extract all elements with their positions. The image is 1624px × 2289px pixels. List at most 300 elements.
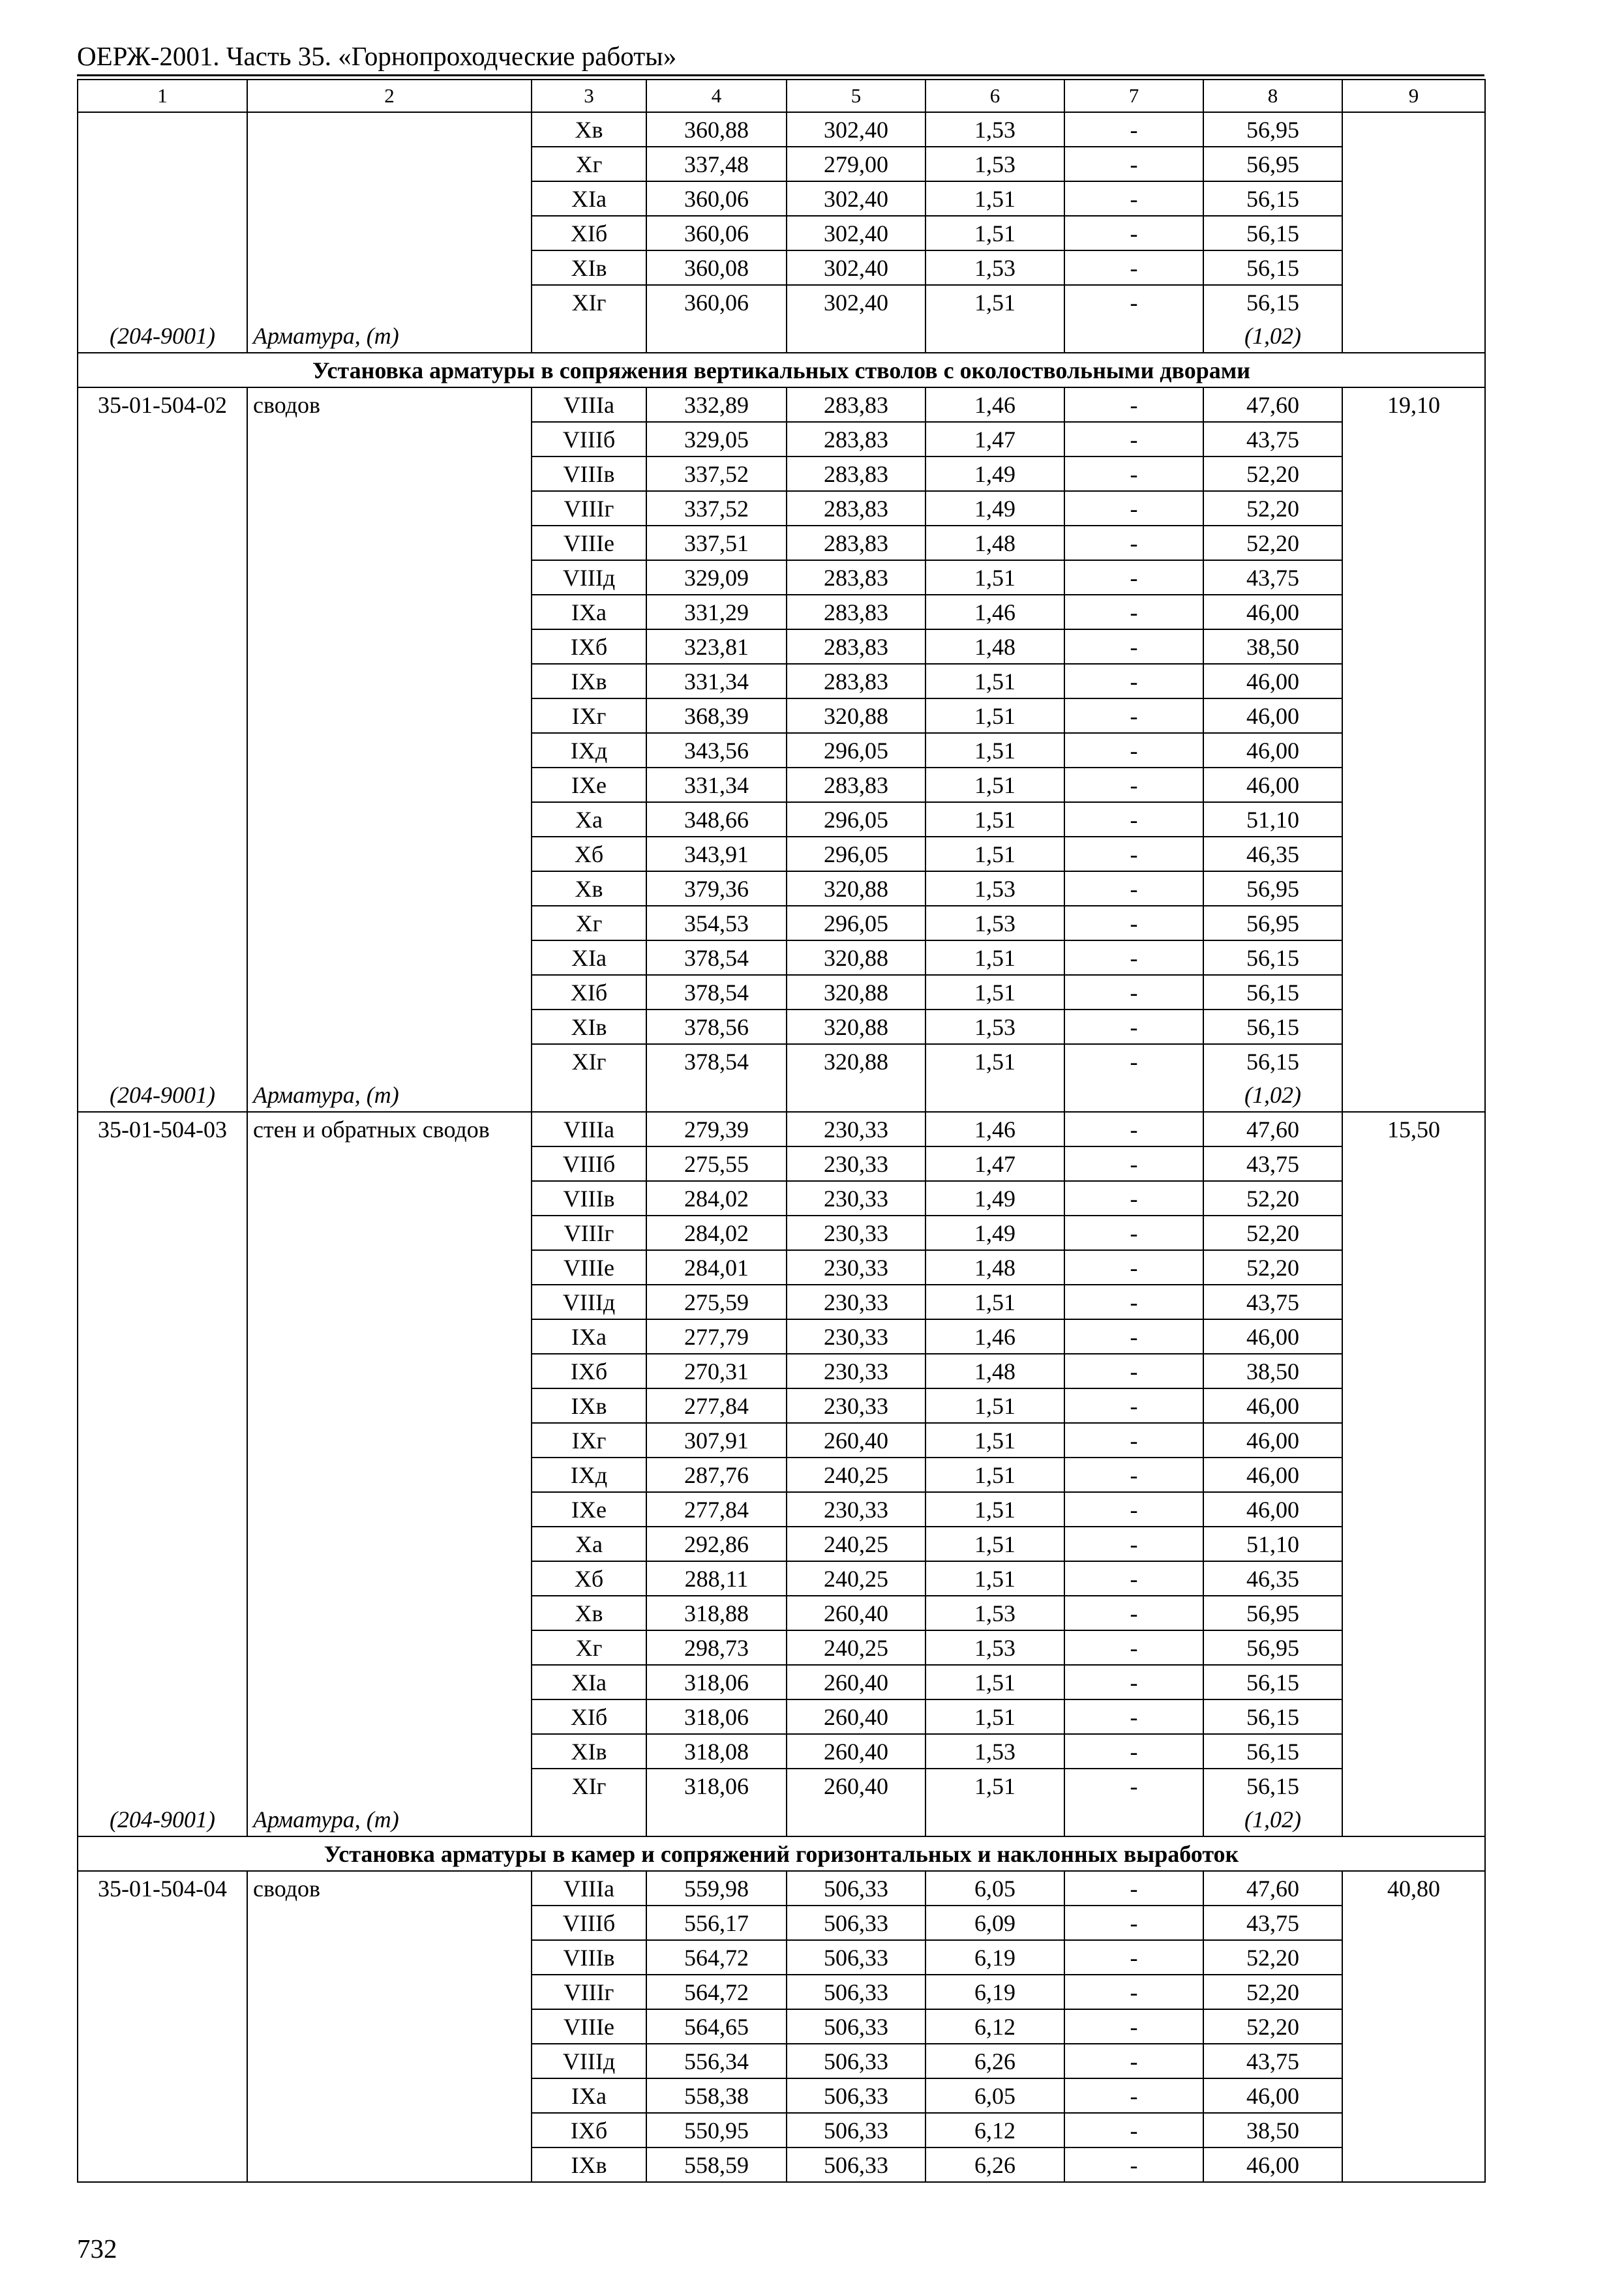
value-cell: 1,51: [925, 1561, 1064, 1596]
value-cell: 56,15: [1203, 285, 1342, 319]
value-cell: 506,33: [787, 2147, 925, 2182]
value-cell: 56,15: [1203, 975, 1342, 1010]
value-cell: 331,34: [646, 664, 787, 698]
column-header: 8: [1203, 80, 1342, 112]
material-code: (204-9001): [78, 1078, 247, 1112]
name-cell: стен и обратных сводов: [247, 1112, 532, 1146]
name-cell: [247, 2044, 532, 2078]
col9-cell: [1342, 1940, 1485, 1975]
value-cell: 283,83: [787, 422, 925, 456]
value-cell: 47,60: [1203, 387, 1342, 422]
code-cell: [78, 526, 247, 560]
value-cell: -: [1064, 906, 1203, 940]
code-cell: [78, 1458, 247, 1492]
name-cell: [247, 526, 532, 560]
value-cell: 46,00: [1203, 768, 1342, 802]
value-cell: 348,66: [646, 802, 787, 837]
value-cell: 260,40: [787, 1665, 925, 1699]
code-cell: [78, 2009, 247, 2044]
code-cell: [78, 456, 247, 491]
code-cell: [78, 733, 247, 768]
material-name: Арматура, (т): [247, 1803, 532, 1836]
table-row: [78, 975, 1485, 1010]
name-cell: [247, 1354, 532, 1388]
value-cell: 506,33: [787, 2113, 925, 2147]
col9-cell: [1342, 112, 1485, 147]
value-cell: 52,20: [1203, 2009, 1342, 2044]
value-cell: 1,51: [925, 1699, 1064, 1734]
value-cell: -: [1064, 595, 1203, 629]
value-cell: 38,50: [1203, 1354, 1342, 1388]
code-cell: [78, 147, 247, 181]
value-cell: [1064, 319, 1203, 353]
value-cell: IXд: [532, 1458, 646, 1492]
value-cell: 52,20: [1203, 1216, 1342, 1250]
value-cell: IXе: [532, 1492, 646, 1527]
col9-cell: [1342, 733, 1485, 768]
value-cell: 1,51: [925, 940, 1064, 975]
column-header: 4: [646, 80, 787, 112]
table-row: [78, 216, 1485, 250]
value-cell: 260,40: [787, 1734, 925, 1769]
value-cell: 360,06: [646, 285, 787, 319]
col9-cell: [1342, 2044, 1485, 2078]
value-cell: IXб: [532, 2113, 646, 2147]
value-cell: -: [1064, 1699, 1203, 1734]
value-cell: 378,54: [646, 940, 787, 975]
value-cell: 52,20: [1203, 491, 1342, 526]
table-row: [78, 837, 1485, 871]
value-cell: 230,33: [787, 1112, 925, 1146]
column-header: 2: [247, 80, 532, 112]
value-cell: -: [1064, 1492, 1203, 1527]
value-cell: 46,00: [1203, 698, 1342, 733]
table-row: [78, 1940, 1485, 1975]
code-cell: [78, 629, 247, 664]
value-cell: 320,88: [787, 871, 925, 906]
value-cell: -: [1064, 1596, 1203, 1630]
code-cell: [78, 1596, 247, 1630]
table-row: [78, 1423, 1485, 1458]
value-cell: XIв: [532, 250, 646, 285]
value-cell: -: [1064, 1146, 1203, 1181]
value-cell: 329,09: [646, 560, 787, 595]
value-cell: -: [1064, 2044, 1203, 2078]
value-cell: 260,40: [787, 1596, 925, 1630]
value-cell: 1,53: [925, 871, 1064, 906]
value-cell: 1,53: [925, 112, 1064, 147]
table-row: [78, 2009, 1485, 2044]
table-row: [78, 1146, 1485, 1181]
code-cell: [78, 1665, 247, 1699]
value-cell: 1,51: [925, 1492, 1064, 1527]
code-cell: [78, 1423, 247, 1458]
table-row: [78, 1044, 1485, 1078]
value-cell: 1,51: [925, 1423, 1064, 1458]
value-cell: 43,75: [1203, 1285, 1342, 1319]
value-cell: 56,15: [1203, 216, 1342, 250]
name-cell: [247, 1146, 532, 1181]
code-cell: 35-01-504-02: [78, 387, 247, 422]
value-cell: XIв: [532, 1010, 646, 1044]
table-row: [78, 1492, 1485, 1527]
name-cell: [247, 2078, 532, 2113]
value-cell: 302,40: [787, 285, 925, 319]
value-cell: 230,33: [787, 1354, 925, 1388]
value-cell: 506,33: [787, 1940, 925, 1975]
code-cell: [78, 802, 247, 837]
name-cell: [247, 491, 532, 526]
value-cell: 318,06: [646, 1699, 787, 1734]
code-cell: [78, 1975, 247, 2009]
table-row: [78, 387, 1485, 422]
value-cell: VIIIб: [532, 1146, 646, 1181]
value-cell: 6,26: [925, 2044, 1064, 2078]
value-cell: 43,75: [1203, 1146, 1342, 1181]
name-cell: [247, 250, 532, 285]
name-cell: [247, 595, 532, 629]
column-header: 6: [925, 80, 1064, 112]
value-cell: 56,15: [1203, 250, 1342, 285]
value-cell: 56,15: [1203, 1769, 1342, 1803]
value-cell: 56,95: [1203, 147, 1342, 181]
value-cell: 564,65: [646, 2009, 787, 2044]
value-cell: 46,00: [1203, 2078, 1342, 2113]
value-cell: 56,15: [1203, 181, 1342, 216]
code-cell: [78, 1044, 247, 1078]
value-cell: -: [1064, 1354, 1203, 1388]
value-cell: -: [1064, 422, 1203, 456]
col9-cell: [1342, 1319, 1485, 1354]
value-cell: 318,06: [646, 1769, 787, 1803]
value-cell: 378,54: [646, 975, 787, 1010]
value-cell: VIIIв: [532, 1181, 646, 1216]
value-cell: 6,12: [925, 2009, 1064, 2044]
value-cell: 337,48: [646, 147, 787, 181]
table-row: [78, 1871, 1485, 1906]
value-cell: 283,83: [787, 456, 925, 491]
value-cell: 1,51: [925, 285, 1064, 319]
value-cell: [787, 319, 925, 353]
value-cell: -: [1064, 1181, 1203, 1216]
value-cell: 46,00: [1203, 595, 1342, 629]
col9-cell: [1342, 940, 1485, 975]
col9-cell: [1342, 456, 1485, 491]
value-cell: 260,40: [787, 1769, 925, 1803]
table-row: [78, 1630, 1485, 1665]
value-cell: -: [1064, 1871, 1203, 1906]
value-cell: Xг: [532, 906, 646, 940]
section-heading: Установка арматуры в сопряжения вертикальных стволов с околоствольными дворами: [78, 353, 1485, 387]
column-header: 7: [1064, 80, 1203, 112]
name-cell: [247, 1940, 532, 1975]
section-heading-row: [78, 353, 1485, 387]
value-cell: XIв: [532, 1734, 646, 1769]
col9-cell: [1342, 1010, 1485, 1044]
table-row: [78, 1285, 1485, 1319]
value-cell: -: [1064, 216, 1203, 250]
value-cell: XIа: [532, 940, 646, 975]
value-cell: 360,06: [646, 181, 787, 216]
value-cell: 360,88: [646, 112, 787, 147]
value-cell: 230,33: [787, 1216, 925, 1250]
code-cell: [78, 1216, 247, 1250]
name-cell: [247, 285, 532, 319]
value-cell: 47,60: [1203, 1112, 1342, 1146]
value-cell: 337,52: [646, 456, 787, 491]
col9-cell: [1342, 181, 1485, 216]
value-cell: IXв: [532, 664, 646, 698]
value-cell: -: [1064, 1423, 1203, 1458]
value-cell: 506,33: [787, 1975, 925, 2009]
name-cell: [247, 1906, 532, 1940]
value-cell: 52,20: [1203, 1940, 1342, 1975]
value-cell: 277,84: [646, 1388, 787, 1423]
table-row: [78, 250, 1485, 285]
col9-cell: [1342, 1630, 1485, 1665]
material-qty: (1,02): [1203, 319, 1342, 353]
code-cell: [78, 1527, 247, 1561]
col9-cell: [1342, 1146, 1485, 1181]
value-cell: 260,40: [787, 1423, 925, 1458]
col9-cell: [1342, 1596, 1485, 1630]
name-cell: [247, 1181, 532, 1216]
column-header: 5: [787, 80, 925, 112]
name-cell: [247, 1734, 532, 1769]
value-cell: 323,81: [646, 629, 787, 664]
code-cell: [78, 1388, 247, 1423]
col9-cell: [1342, 1354, 1485, 1388]
value-cell: IXа: [532, 2078, 646, 2113]
value-cell: 302,40: [787, 216, 925, 250]
value-cell: 284,02: [646, 1216, 787, 1250]
value-cell: 1,51: [925, 216, 1064, 250]
value-cell: XIа: [532, 181, 646, 216]
value-cell: 6,19: [925, 1975, 1064, 2009]
value-cell: -: [1064, 940, 1203, 975]
value-cell: 1,51: [925, 1527, 1064, 1561]
value-cell: 307,91: [646, 1423, 787, 1458]
value-cell: -: [1064, 1630, 1203, 1665]
code-cell: [78, 285, 247, 319]
code-cell: [78, 1354, 247, 1388]
material-row: [78, 1078, 1485, 1112]
value-cell: Xа: [532, 802, 646, 837]
name-cell: [247, 2147, 532, 2182]
value-cell: 283,83: [787, 664, 925, 698]
table-row: [78, 2044, 1485, 2078]
col9-cell: [1342, 2113, 1485, 2147]
code-cell: [78, 1492, 247, 1527]
value-cell: 298,73: [646, 1630, 787, 1665]
value-cell: -: [1064, 1458, 1203, 1492]
value-cell: 46,00: [1203, 1319, 1342, 1354]
value-cell: -: [1064, 250, 1203, 285]
col9-cell: [1342, 1285, 1485, 1319]
value-cell: IXб: [532, 629, 646, 664]
col9-cell: [1342, 319, 1485, 353]
code-cell: [78, 250, 247, 285]
value-cell: 6,05: [925, 2078, 1064, 2113]
name-cell: [247, 802, 532, 837]
value-cell: 56,15: [1203, 1010, 1342, 1044]
table-row: [78, 1769, 1485, 1803]
name-cell: [247, 1527, 532, 1561]
name-cell: [247, 940, 532, 975]
name-cell: [247, 216, 532, 250]
col9-cell: [1342, 768, 1485, 802]
value-cell: 550,95: [646, 2113, 787, 2147]
value-cell: [925, 1078, 1064, 1112]
value-cell: 275,59: [646, 1285, 787, 1319]
value-cell: Xв: [532, 112, 646, 147]
value-cell: VIIIг: [532, 1975, 646, 2009]
value-cell: 1,53: [925, 147, 1064, 181]
value-cell: IXг: [532, 698, 646, 733]
value-cell: 1,48: [925, 526, 1064, 560]
value-cell: 558,38: [646, 2078, 787, 2113]
value-cell: [787, 1803, 925, 1836]
value-cell: [646, 319, 787, 353]
value-cell: IXе: [532, 768, 646, 802]
table-row: [78, 802, 1485, 837]
value-cell: 368,39: [646, 698, 787, 733]
value-cell: VIIIа: [532, 1871, 646, 1906]
value-cell: 506,33: [787, 2009, 925, 2044]
value-cell: 1,53: [925, 1010, 1064, 1044]
column-number-row: [78, 80, 1485, 112]
col9-cell: [1342, 1769, 1485, 1803]
value-cell: 296,05: [787, 837, 925, 871]
table-row: [78, 871, 1485, 906]
col9-cell: [1342, 906, 1485, 940]
col9-cell: [1342, 1458, 1485, 1492]
name-cell: [247, 1388, 532, 1423]
value-cell: 302,40: [787, 112, 925, 147]
table-row: [78, 1699, 1485, 1734]
value-cell: VIIIе: [532, 526, 646, 560]
value-cell: 260,40: [787, 1699, 925, 1734]
value-cell: 296,05: [787, 733, 925, 768]
table-row: [78, 1975, 1485, 2009]
value-cell: 56,95: [1203, 1596, 1342, 1630]
value-cell: -: [1064, 2078, 1203, 2113]
value-cell: Xб: [532, 1561, 646, 1596]
value-cell: 56,15: [1203, 1665, 1342, 1699]
col9-cell: [1342, 664, 1485, 698]
value-cell: Xб: [532, 837, 646, 871]
table-row: [78, 2078, 1485, 2113]
name-cell: [247, 1250, 532, 1285]
code-cell: [78, 975, 247, 1010]
col9-cell: [1342, 147, 1485, 181]
code-cell: [78, 216, 247, 250]
name-cell: [247, 181, 532, 216]
value-cell: -: [1064, 698, 1203, 733]
value-cell: 46,00: [1203, 1492, 1342, 1527]
column-header: 3: [532, 80, 646, 112]
value-cell: 1,49: [925, 491, 1064, 526]
col9-cell: [1342, 1423, 1485, 1458]
value-cell: -: [1064, 560, 1203, 595]
value-cell: -: [1064, 629, 1203, 664]
value-cell: 1,46: [925, 595, 1064, 629]
value-cell: 318,06: [646, 1665, 787, 1699]
table-row: [78, 1354, 1485, 1388]
name-cell: [247, 1216, 532, 1250]
value-cell: [646, 1803, 787, 1836]
col9-cell: [1342, 802, 1485, 837]
value-cell: 1,47: [925, 422, 1064, 456]
name-cell: [247, 733, 532, 768]
value-cell: 1,51: [925, 1665, 1064, 1699]
value-cell: 52,20: [1203, 456, 1342, 491]
value-cell: 43,75: [1203, 1906, 1342, 1940]
col9-cell: [1342, 1078, 1485, 1112]
value-cell: 287,76: [646, 1458, 787, 1492]
value-cell: 230,33: [787, 1319, 925, 1354]
name-cell: [247, 1561, 532, 1596]
name-cell: [247, 768, 532, 802]
table-row: [78, 768, 1485, 802]
column-header: 9: [1342, 80, 1485, 112]
value-cell: 43,75: [1203, 560, 1342, 595]
value-cell: IXг: [532, 1423, 646, 1458]
value-cell: 279,00: [787, 147, 925, 181]
col9-cell: [1342, 629, 1485, 664]
material-row: [78, 319, 1485, 353]
value-cell: 1,47: [925, 1146, 1064, 1181]
code-cell: [78, 1146, 247, 1181]
col9-cell: [1342, 1388, 1485, 1423]
value-cell: 296,05: [787, 802, 925, 837]
table-row: [78, 560, 1485, 595]
col9-cell: [1342, 1216, 1485, 1250]
col9-cell: [1342, 1975, 1485, 2009]
material-qty: (1,02): [1203, 1803, 1342, 1836]
value-cell: -: [1064, 456, 1203, 491]
value-cell: 1,49: [925, 456, 1064, 491]
value-cell: 230,33: [787, 1146, 925, 1181]
value-cell: 52,20: [1203, 1250, 1342, 1285]
value-cell: 1,51: [925, 768, 1064, 802]
value-cell: -: [1064, 526, 1203, 560]
value-cell: VIIIе: [532, 1250, 646, 1285]
name-cell: [247, 664, 532, 698]
value-cell: 46,00: [1203, 1458, 1342, 1492]
value-cell: -: [1064, 2147, 1203, 2182]
col9-cell: 19,10: [1342, 387, 1485, 422]
name-cell: [247, 698, 532, 733]
value-cell: -: [1064, 1769, 1203, 1803]
section-heading-row: [78, 1836, 1485, 1871]
col9-cell: [1342, 871, 1485, 906]
code-cell: [78, 1699, 247, 1734]
value-cell: 1,53: [925, 1630, 1064, 1665]
page-title: ОЕРЖ-2001. Часть 35. «Горнопроходческие работы»: [77, 41, 677, 71]
value-cell: VIIIд: [532, 560, 646, 595]
material-code: (204-9001): [78, 1803, 247, 1836]
value-cell: -: [1064, 1940, 1203, 1975]
value-cell: 6,05: [925, 1871, 1064, 1906]
value-cell: -: [1064, 2113, 1203, 2147]
name-cell: сводов: [247, 387, 532, 422]
value-cell: 1,51: [925, 1044, 1064, 1078]
page-number: 732: [77, 2234, 117, 2264]
value-cell: -: [1064, 837, 1203, 871]
value-cell: 277,84: [646, 1492, 787, 1527]
value-cell: XIб: [532, 1699, 646, 1734]
